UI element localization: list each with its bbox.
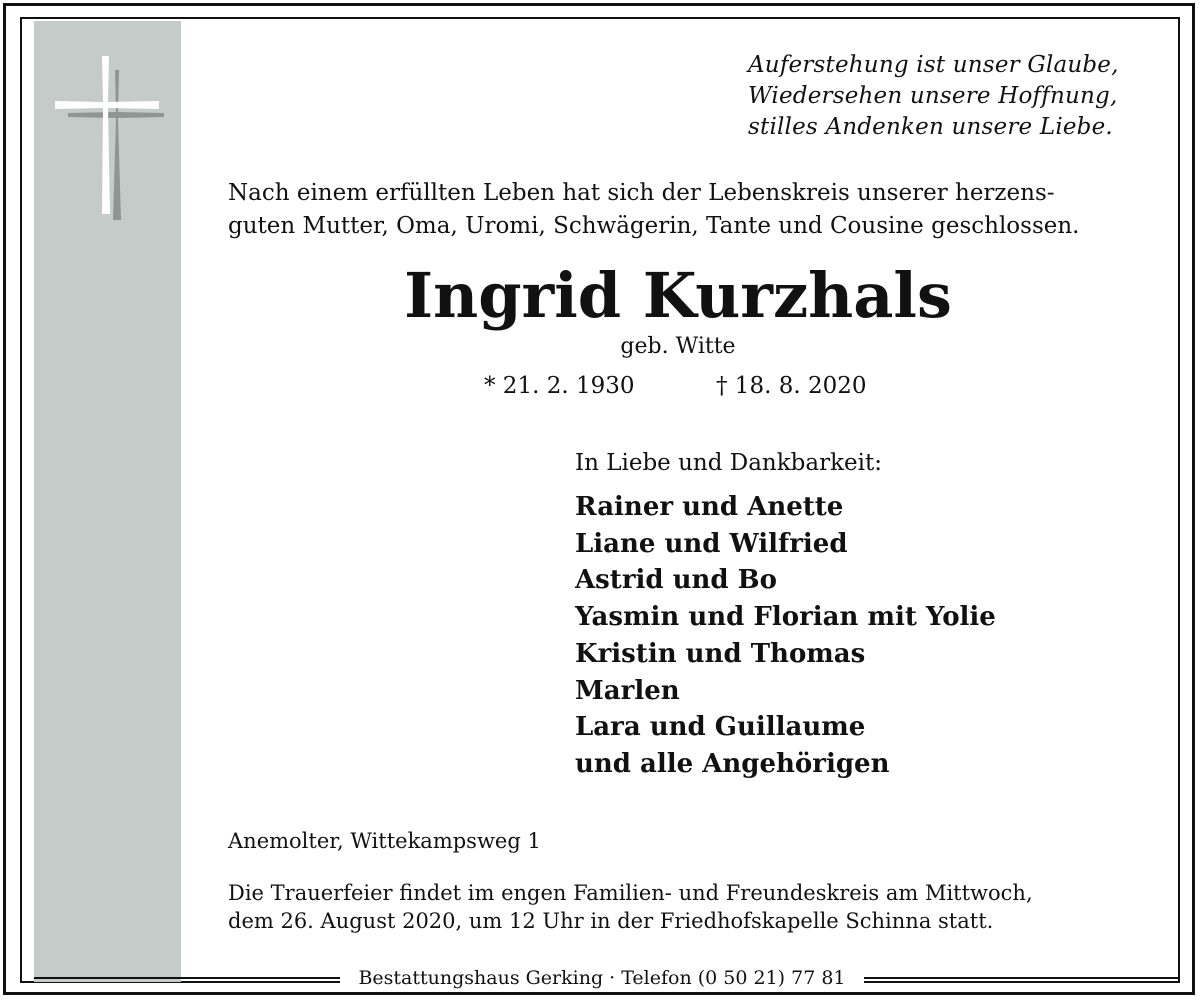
mourner-entry: und alle Angehörigen (575, 748, 890, 779)
mourner-entry: Lara und Guillaume (575, 712, 866, 743)
mourner-entry: Liane und Wilfried (575, 528, 848, 559)
ceremony-line: Die Trauerfeier findet im engen Familien- und Freundeskreis am Mittwoch, (228, 881, 1033, 905)
funeral-home-footer: Bestattungshaus Gerking · Telefon (0 50 21) 77 81 (340, 965, 864, 991)
mourner-entry: Yasmin und Florian mit Yolie (575, 602, 996, 633)
motto (748, 50, 1168, 143)
deceased-name: Ingrid Kurzhals (404, 259, 952, 332)
mourner-entry: Astrid und Bo (575, 565, 777, 596)
ceremony-info (228, 879, 1168, 935)
intro-text (228, 177, 1168, 243)
family-address: Anemolter, Wittekampsweg 1 (228, 829, 541, 853)
mourners-list (575, 489, 996, 783)
maiden-name: geb. Witte (620, 334, 736, 359)
mourner-entry: Marlen (575, 675, 680, 706)
footer-rule-right (864, 977, 1178, 979)
mourner-entry: Kristin und Thomas (575, 638, 866, 669)
mourner-entry: Rainer und Anette (575, 492, 844, 522)
death-date: † 18. 8. 2020 (716, 373, 867, 399)
intro-line: Nach einem erfüllten Leben hat sich der Lebenskreis unserer herzens- (228, 180, 1055, 206)
motto-line: Wiedersehen unsere Hoffnung, (748, 83, 1118, 109)
motto-line: Auferstehung ist unser Glaube, (748, 52, 1119, 78)
cross-icon (52, 54, 164, 220)
birth-date: * 21. 2. 1930 (484, 373, 635, 399)
thanks-line: In Liebe und Dankbarkeit: (575, 450, 882, 476)
ceremony-line: dem 26. August 2020, um 12 Uhr in der Friedhofskapelle Schinna statt. (228, 909, 994, 933)
footer-rule-left (34, 977, 340, 979)
motto-line: stilles Andenken unsere Liebe. (748, 114, 1113, 140)
intro-line: guten Mutter, Oma, Uromi, Schwägerin, Tante und Cousine geschlossen. (228, 213, 1080, 239)
